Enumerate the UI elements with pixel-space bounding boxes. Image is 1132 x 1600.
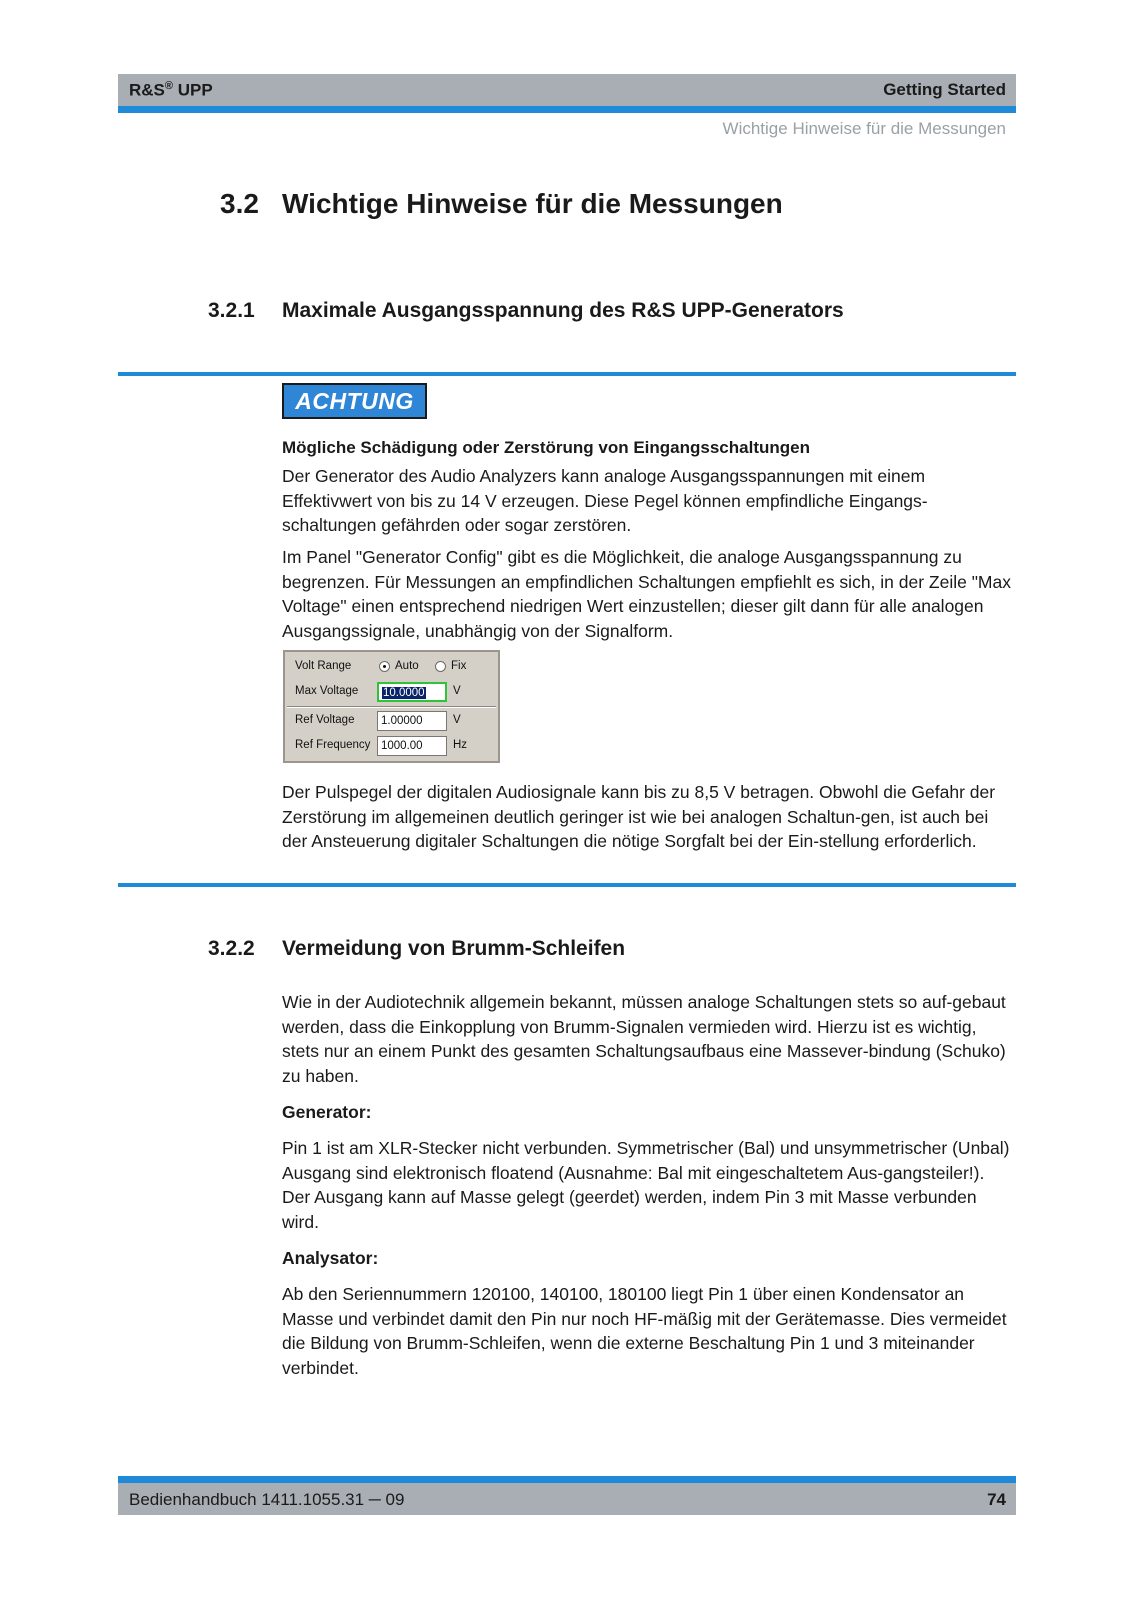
max-voltage-field[interactable]: 10.0000 <box>377 682 447 702</box>
warning-heading: Mögliche Schädigung oder Zerstörung von Eingangsschaltungen <box>282 438 810 457</box>
generator-config-panel <box>283 650 500 763</box>
warning-top-rule <box>118 372 1016 376</box>
max-voltage-label: Max Voltage <box>295 685 359 697</box>
header-chapter: Getting Started <box>883 80 1006 99</box>
ref-frequency-label: Ref Frequency <box>295 739 371 751</box>
analyzer-paragraph: Ab den Seriennummern 120100, 140100, 180100 liegt Pin 1 über einen Kondensator an Masse und verbindet damit den Pin nur noch HF-mäßig mit der Gerätemasse. Dies vermeidet die Bildung von Brumm-Schleifen, wenn die externe Beschaltung Pin 1 und 3 miteinander verbindet. <box>282 1284 1007 1378</box>
subsection-1-number: 3.2.1 <box>208 299 255 322</box>
warning-bottom-rule <box>118 883 1016 887</box>
footer-rule <box>118 1476 1016 1483</box>
volt-range-label: Volt Range <box>295 660 352 672</box>
section-title: Wichtige Hinweise für die Messungen <box>282 188 783 219</box>
warning-badge: ACHTUNG <box>282 383 427 419</box>
ref-frequency-unit: Hz <box>453 739 468 751</box>
subsection-2-paragraph: Wie in der Audiotechnik allgemein bekannt, müssen analoge Schaltungen stets so auf-gebaut werden, dass die Einkopplung von Brumm-Signalen vermieden wird. Hierzu ist es wichtig, stets nur an einem Punkt des gesamten Schaltungsaufbaus eine Massever-bindung (Schuko) zu haben. <box>282 992 1006 1086</box>
radio-auto[interactable] <box>379 661 390 672</box>
radio-fix-label: Fix <box>451 660 467 672</box>
generator-heading: Generator: <box>282 1102 372 1122</box>
warning-paragraph-1: Der Generator des Audio Analyzers kann analoge Ausgangsspannungen mit einem Effektivwert von bis zu 14 V erzeugen. Diese Pegel können empfindliche Eingangs-schaltungen gefährden oder sogar zerstören. <box>282 466 928 535</box>
ref-frequency-field[interactable]: 1000.00 <box>377 736 447 756</box>
max-voltage-row <box>285 679 498 705</box>
section-number: 3.2 <box>220 188 259 219</box>
max-voltage-unit: V <box>453 685 461 697</box>
header-bar <box>118 74 1016 106</box>
ref-frequency-row <box>285 733 498 759</box>
ref-voltage-unit: V <box>453 714 461 726</box>
subsection-1-title: Maximale Ausgangsspannung des R&S UPP-Generators <box>282 299 844 322</box>
generator-paragraph: Pin 1 ist am XLR-Stecker nicht verbunden. Symmetrischer (Bal) und unsymmetrischer (Unbal) Ausgang sind elektronisch floatend (Ausnahme: Bal mit eingeschaltetem Aus-gangsteiler!). Der Ausgang kann auf Masse gelegt (geerdet) werden, indem Pin 3 mit Masse verbunden wird. <box>282 1138 1010 1232</box>
ref-voltage-field[interactable]: 1.00000 <box>377 711 447 731</box>
warning-paragraph-2: Im Panel "Generator Config" gibt es die Möglichkeit, die analoge Ausgangsspannung zu begrenzen. Für Messungen an empfindlichen Schaltungen empfiehlt es sich, in der Zeile "Max Voltage" einen entsprechend niedrigen Wert einzustellen; dieser gilt dann für alle analogen Ausgangssignale, unabhängig von der Signalform. <box>282 547 1011 641</box>
header-rule <box>118 106 1016 113</box>
warning-paragraph-3: Der Pulspegel der digitalen Audiosignale kann bis zu 8,5 V betragen. Obwohl die Gefahr der Zerstörung im allgemeinen deutlich geringer ist wie bei analogen Schaltun-gen, ist auch bei der Ansteuerung digitaler Schaltungen die nötige Sorgfalt bei der Ein-stellung erforderlich. <box>282 782 996 851</box>
ref-voltage-row <box>285 708 498 734</box>
header-subtitle: Wichtige Hinweise für die Messungen <box>722 119 1006 138</box>
footer-manual-id: Bedienhandbuch 1411.1055.31 ─ 09 <box>129 1490 405 1509</box>
radio-auto-label: Auto <box>395 660 419 672</box>
header-product: R&S® UPP <box>129 80 213 100</box>
subsection-2-number: 3.2.2 <box>208 937 255 960</box>
analyzer-heading: Analysator: <box>282 1248 379 1268</box>
volt-range-row <box>285 654 498 680</box>
ref-voltage-label: Ref Voltage <box>295 714 355 726</box>
subsection-2-title: Vermeidung von Brumm-Schleifen <box>282 937 626 960</box>
radio-fix[interactable] <box>435 661 446 672</box>
page-number: 74 <box>987 1490 1006 1509</box>
